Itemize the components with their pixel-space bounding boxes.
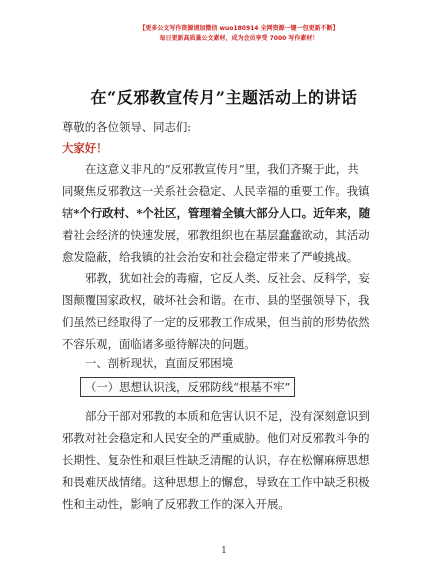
paragraph-line: 愈发隐蔽，给我镇的社会治安和社会稳定带来了严峻挑战。 xyxy=(62,250,359,264)
promo-line-1: 【更多公文写作资源请加微信 wuo180914 全网资源一键一包更新不断】 xyxy=(139,25,339,32)
paragraph-line: 邪教对社会稳定和人民安全的严重威胁。他们对反邪教斗争的 xyxy=(62,431,370,445)
paragraph-1 xyxy=(62,158,392,268)
section-heading: 一、剖析现状，直面反邪困境 xyxy=(85,356,234,370)
promo-line-2: 每日更新高质量公文素材，成为会员享受 7000 写作素材！ xyxy=(159,35,319,42)
greeting: 大家好！ xyxy=(62,141,108,155)
paragraph-line: 和畏难厌战情绪。这种思想上的懈怠，导致在工作中缺乏积极 xyxy=(62,475,370,489)
paragraph-line: 同聚焦反邪教这一关系社会稳定、人民幸福的重要工作。我镇 xyxy=(62,184,370,198)
paragraph-line: 邪教，犹如社会的毒瘤，它反人类、反社会、反科学，妄 xyxy=(85,271,370,285)
paragraph-line: 着社会经济的快速发展，邪教组织也在基层蠢蠢欲动，其活动 xyxy=(62,228,370,242)
paragraph-2 xyxy=(62,267,392,355)
paragraph-line: 图颠覆国家政权，破坏社会和谐。在市、县的坚强领导下，我 xyxy=(62,293,370,307)
emphasis-text: *个行政村、*个社区，管理着全镇大部分人口。近年来，随 xyxy=(73,206,371,220)
paragraph-line: 性和主动性，影响了反邪教工作的深入开展。 xyxy=(62,497,290,511)
paragraph-text: 辖 xyxy=(62,206,74,220)
promo-banner xyxy=(124,24,354,51)
paragraph-line xyxy=(62,202,392,224)
subsection-heading: （一）思想认识浅，反邪防线“根基不牢” xyxy=(80,377,295,397)
document-title: 在“反邪教宣传月”主题活动上的讲话 xyxy=(90,88,358,107)
paragraph-line: 们虽然已经取得了一定的反邪教工作成果，但当前的形势依然 xyxy=(62,315,370,329)
paragraph-3 xyxy=(62,405,392,515)
salutation: 尊敬的各位领导、同志们: xyxy=(62,120,192,134)
page-number: 1 xyxy=(221,546,227,556)
paragraph-line: 不容乐观，面临诸多亟待解决的问题。 xyxy=(62,337,256,351)
paragraph-line: 部分干部对邪教的本质和危害认识不足，没有深刻意识到 xyxy=(85,409,370,423)
paragraph-line: 长期性、复杂性和艰巨性缺乏清醒的认识，存在松懈麻痹思想 xyxy=(62,453,370,467)
paragraph-line: 在这意义非凡的“反邪教宣传月”里，我们齐聚于此，共 xyxy=(85,162,359,176)
